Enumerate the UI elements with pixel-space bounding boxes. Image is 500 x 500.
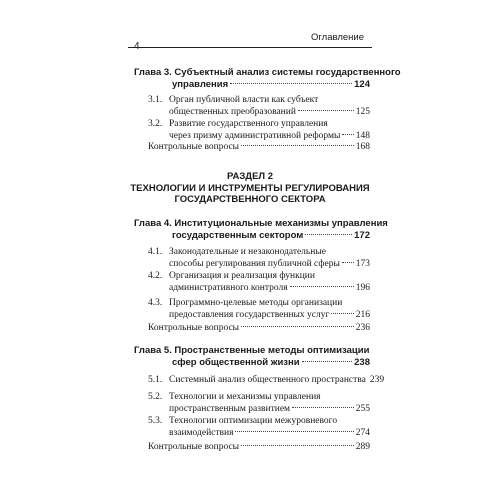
control-questions-ch4[interactable]: Контрольные вопросы 236 <box>148 323 370 333</box>
running-head: Оглавление <box>311 32 364 43</box>
page-number: 4 <box>134 41 140 52</box>
toc-item-5-2[interactable] <box>148 392 370 415</box>
item-page: 148 <box>355 130 370 141</box>
chapter-5-entry[interactable] <box>134 345 370 368</box>
item-title-line1: Развитие государственного управления <box>169 119 328 129</box>
item-title-line1: Законодательные и незаконодательные <box>169 247 326 257</box>
item-page: 274 <box>355 427 370 438</box>
item-number: 5.3. <box>148 416 163 426</box>
chapter-3-title-line1: Глава 3. Субъектный анализ системы государственного <box>134 67 401 78</box>
item-title-line2: пространственным развитием <box>169 403 291 414</box>
item-page: 216 <box>355 309 370 320</box>
chapter-4-entry[interactable] <box>134 218 388 241</box>
item-title-line1: Организация и реализация функции <box>169 271 315 281</box>
item-title-line2: предоставления государственных услуг <box>169 309 330 320</box>
item-title-line2: способы регулирования публичной сферы <box>169 258 340 269</box>
header-rule <box>128 47 372 48</box>
control-questions-ch5[interactable]: Контрольные вопросы 289 <box>148 442 370 452</box>
leader-dots <box>298 110 354 111</box>
item-number: 3.1. <box>148 95 163 105</box>
leader-dots <box>292 407 354 408</box>
chapter-5-page: 238 <box>354 356 370 368</box>
chapter-3-entry[interactable] <box>134 67 401 90</box>
item-page: 196 <box>355 282 370 293</box>
control-questions-ch3[interactable]: Контрольные вопросы 168 <box>148 142 370 152</box>
item-number: 4.2. <box>148 271 163 281</box>
item-title-line2: общественных преобразований <box>169 106 296 117</box>
leader-dots <box>235 431 353 432</box>
leader-dots <box>230 83 352 84</box>
leader-dots <box>241 326 354 327</box>
leader-dots <box>331 313 353 314</box>
chapter-4-title-line2: государственным сектором 172 <box>172 229 370 241</box>
section-2-title: РАЗДЕЛ 2 <box>226 171 273 182</box>
leader-dots <box>342 262 354 263</box>
item-number: 4.1. <box>148 247 163 257</box>
toc-item-4-2[interactable] <box>148 271 370 294</box>
item-title-line1: Технологии оптимизации межуровневого <box>169 416 338 426</box>
toc-item-3-1[interactable] <box>148 95 370 118</box>
item-title-line2: взаимодействия <box>169 427 234 438</box>
item-number: 5.1. <box>148 375 163 385</box>
chapter-4-page: 172 <box>354 229 370 241</box>
section-2-line1: ТЕХНОЛОГИИ И ИНСТРУМЕНТЫ РЕГУЛИРОВАНИЯ <box>130 182 370 194</box>
leader-dots <box>241 145 354 146</box>
toc-item-4-3[interactable] <box>148 298 370 321</box>
item-title-line1: Программно-целевые методы организации <box>169 298 343 308</box>
item-title-line1: Технологии и механизмы управления <box>169 392 321 402</box>
leader-dots <box>241 445 354 446</box>
item-title-line2: через призму административной реформы <box>169 130 341 141</box>
chapter-3-title-line2: управления 124 <box>172 78 370 90</box>
toc-item-5-3[interactable] <box>148 416 370 439</box>
item-page: 255 <box>355 403 370 414</box>
chapter-5-title-line2: сфер общественной жизни 238 <box>172 356 370 368</box>
section-2-line2: ГОСУДАРСТВЕННОГО СЕКТОРА <box>174 194 326 205</box>
chapter-4-title-line1: Глава 4. Институциональные механизмы управления <box>134 218 388 229</box>
chapter-5-title-line1: Глава 5. Пространственные методы оптимизации <box>134 345 370 356</box>
toc-item-5-1[interactable] <box>148 375 385 387</box>
toc-item-4-1[interactable] <box>148 247 370 270</box>
item-number: 3.2. <box>148 119 163 129</box>
item-title-line1: Орган публичной власти как субъект <box>169 95 319 105</box>
item-title-line1: Системный анализ общественного пространства <box>169 375 366 385</box>
toc-item-3-2[interactable] <box>148 119 370 142</box>
section-2-heading <box>128 171 372 206</box>
item-page: 173 <box>355 258 370 269</box>
item-number: 5.2. <box>148 392 163 402</box>
leader-dots <box>305 234 352 235</box>
leader-dots <box>342 134 353 135</box>
item-title-line2: административного контроля <box>169 282 288 293</box>
item-page: 125 <box>355 106 370 117</box>
item-page: 239 <box>369 375 385 385</box>
leader-dots <box>290 286 354 287</box>
item-number: 4.3. <box>148 298 163 308</box>
leader-dots <box>302 361 353 362</box>
chapter-3-page: 124 <box>354 78 370 90</box>
